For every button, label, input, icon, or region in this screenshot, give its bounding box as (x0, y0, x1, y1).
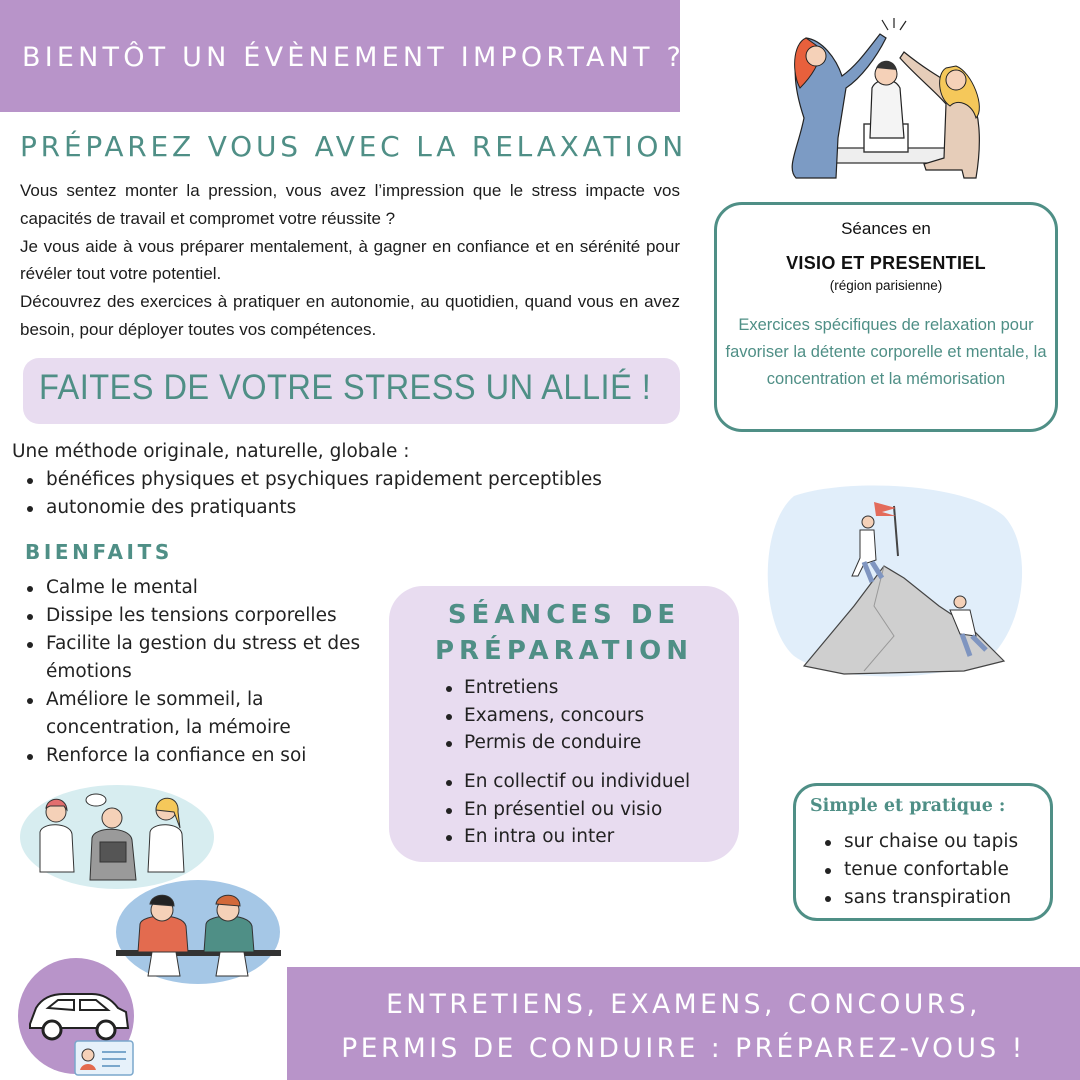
list-item: Permis de conduire (429, 729, 644, 757)
benefits-section (12, 574, 372, 770)
top-banner (0, 0, 686, 112)
list-item: En intra ou inter (429, 823, 690, 851)
list-item: Examens, concours (429, 702, 644, 730)
list-item: sur chaise ou tapis (810, 828, 1018, 856)
bottom-banner-line2: PERMIS DE CONDUIRE : PRÉPAREZ-VOUS ! (341, 1033, 1026, 1064)
list-item: Calme le mental (12, 574, 372, 602)
seances-card-title: SÉANCES DE (447, 600, 681, 630)
list-item: autonomie des pratiquants (12, 494, 692, 522)
method-list (12, 466, 692, 522)
bottom-banner-line1: ENTRETIENS, EXAMENS, CONCOURS, (386, 989, 981, 1020)
list-item: sans transpiration (810, 884, 1018, 912)
benefits-list (12, 574, 372, 770)
visio-card-line2: VISIO ET PRESENTIEL (786, 253, 986, 273)
intro-text (20, 177, 680, 344)
list-item: En collectif ou individuel (429, 768, 690, 796)
list-item: Dissipe les tensions corporelles (12, 602, 372, 630)
list-item: Renforce la confiance en soi (12, 742, 372, 770)
high-five-illustration (776, 18, 1006, 183)
list-item: Entretiens (429, 674, 644, 702)
intro-paragraph: Découvrez des exercices à pratiquer en autonomie, au quotidien, quand vous en avez besoin, pour déployer toutes vos compétences. (20, 292, 680, 339)
visio-card-line3: (région parisienne) (829, 278, 943, 293)
list-item: Facilite la gestion du stress et des émotions (12, 630, 372, 686)
seances-list-2 (429, 768, 690, 851)
slogan-text: FAITES DE VOTRE STRESS UN ALLIÉ ! (39, 368, 652, 407)
intro-paragraph: Je vous aide à vous préparer mentalement, à gagner en confiance et en sérénité pour révéler tout votre potentiel. (20, 236, 680, 284)
waiting-people-illustration (20, 782, 215, 892)
simple-card (793, 783, 1053, 921)
license-card-icon (74, 1040, 134, 1076)
intro-paragraph: Vous sentez monter la pression, vous avez l’impression que le stress impacte vos capacités de travail et compromet votre réussite ? (20, 181, 680, 228)
seances-card (389, 586, 739, 862)
list-item: En présentiel ou visio (429, 796, 690, 824)
seances-card-title: PRÉPARATION (434, 636, 694, 666)
slogan-pill (23, 358, 680, 424)
list-item: Améliore le sommeil, la concentration, la mémoire (12, 686, 372, 742)
visio-card-description: Exercices spécifiques de relaxation pour favoriser la détente corporelle et mentale, la concentration et la mémorisation (725, 316, 1047, 388)
simple-card-title: Simple et pratique : (810, 796, 1006, 816)
list-item: tenue confortable (810, 856, 1018, 884)
bottom-banner (287, 967, 1080, 1080)
method-lead: Une méthode originale, naturelle, globale : (12, 441, 410, 462)
benefits-heading: BIENFAITS (25, 540, 173, 564)
visio-card (714, 202, 1058, 432)
visio-card-line1: Séances en (841, 219, 931, 238)
section-heading-relaxation: PRÉPAREZ VOUS AVEC LA RELAXATION (20, 130, 687, 163)
list-item: bénéfices physiques et psychiques rapidement perceptibles (12, 466, 692, 494)
mountain-climb-illustration (764, 486, 1024, 686)
seances-list-1 (429, 674, 644, 757)
simple-list (810, 828, 1018, 912)
method-section (12, 438, 692, 522)
top-banner-text: BIENTÔT UN ÉVÈNEMENT IMPORTANT ? (22, 42, 686, 73)
exam-students-illustration (116, 880, 281, 990)
